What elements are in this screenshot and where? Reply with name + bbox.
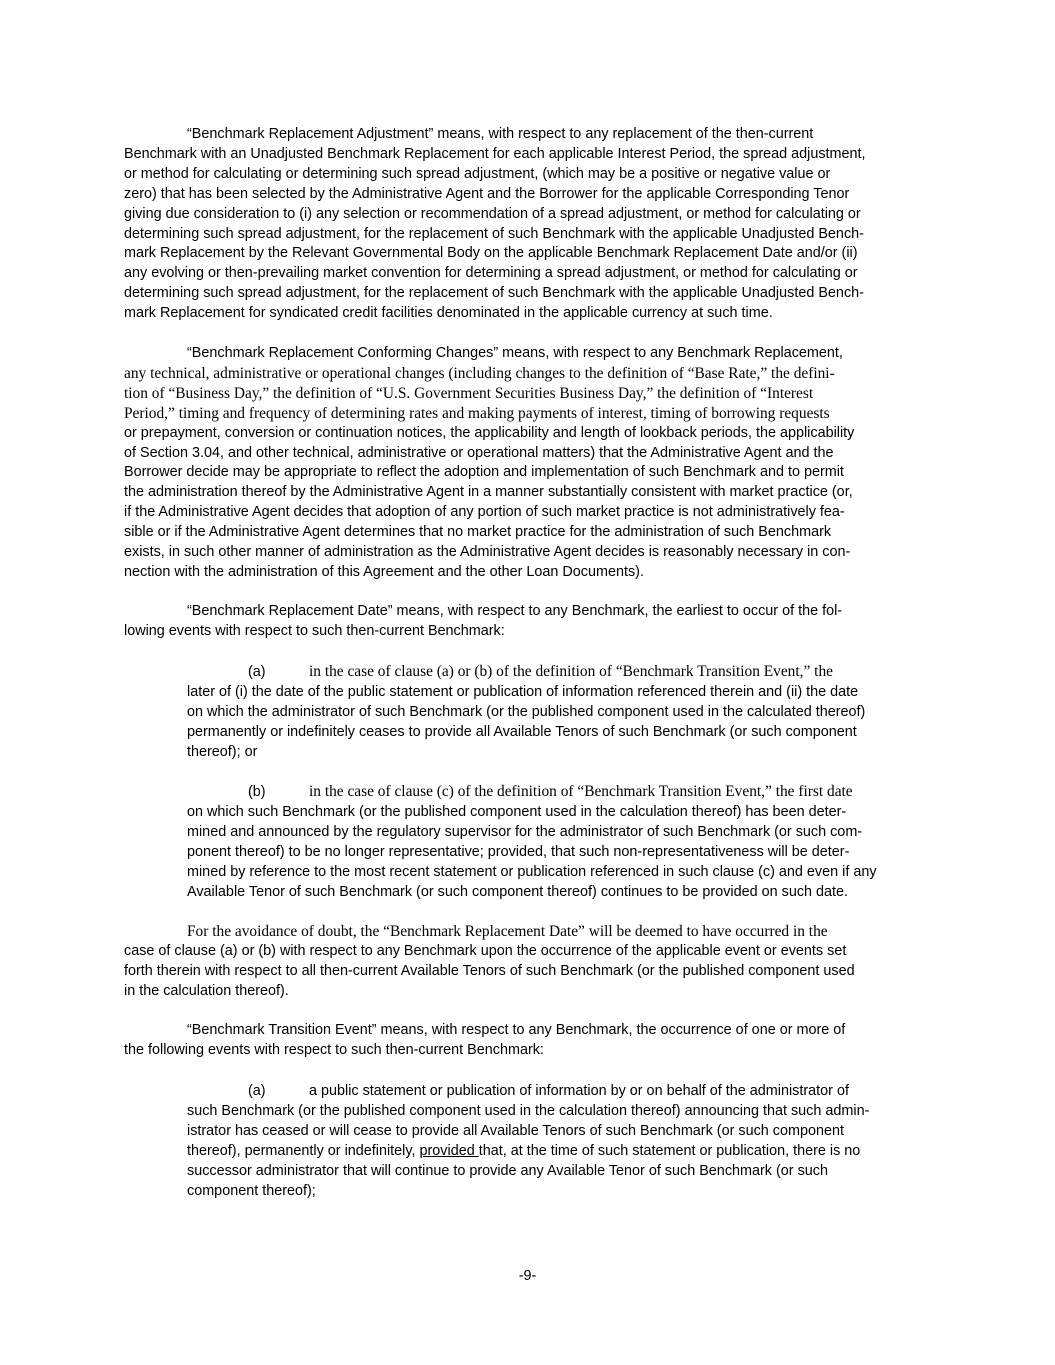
text-line: in the calculation thereof).: [124, 982, 289, 999]
text-line: determining such spread adjustment, for the replacement of such Benchmark with the applicable Unadjusted Bench-: [124, 285, 864, 302]
definition-benchmark-replacement-date: [124, 602, 932, 642]
definition-benchmark-replacement-conforming-changes: [124, 344, 932, 583]
text-line: thereof); or: [187, 743, 258, 760]
text-line: [187, 1142, 932, 1162]
clause-marker: (b): [248, 784, 266, 800]
text-line: Benchmark with an Unadjusted Benchmark Replacement for each applicable Interest Period, the spread adjustment,: [124, 145, 866, 162]
transition-event-clause-a: [187, 1082, 932, 1201]
clause-first-line: in the case of clause (a) or (b) of the definition of “Benchmark Transition Event,” the: [309, 663, 833, 680]
text-line: any technical, administrative or operational changes (including changes to the definition of “Base Rate,” the defini-: [124, 364, 835, 382]
text-line: mined by reference to the most recent statement or publication referenced in such clause (c) and even if any: [187, 863, 877, 880]
page-number: -9-: [518, 1268, 537, 1284]
text-line: of Section 3.04, and other technical, administrative or operational matters) that the Administrative Agent and the: [124, 444, 834, 461]
text-line: Period,” timing and frequency of determining rates and making payments of interest, timing of borrowing requests: [124, 404, 830, 422]
clause-first-line: a public statement or publication of information by or on behalf of the administrator of: [309, 1083, 849, 1099]
text-line: “Benchmark Transition Event” means, with respect to any Benchmark, the occurrence of one or more of: [187, 1022, 846, 1038]
text-line: forth therein with respect to all then-current Available Tenors of such Benchmark (or the published component used: [124, 962, 855, 979]
text-line: if the Administrative Agent decides that adoption of any portion of such market practice is not administratively fea-: [124, 504, 845, 521]
text-line: mark Replacement by the Relevant Governmental Body on the applicable Benchmark Replacement Date and/or (ii): [124, 245, 858, 262]
text-line: later of (i) the date of the public statement or publication of information referenced therein and (ii) the date: [187, 683, 859, 700]
text-line: ponent thereof) to be no longer representative; provided, that such non-representativeness will be deter-: [187, 843, 850, 860]
text-line: component thereof);: [187, 1182, 316, 1199]
text-line: mined and announced by the regulatory supervisor for the administrator of such Benchmark (or such com-: [187, 823, 863, 840]
avoidance-of-doubt-paragraph: [124, 922, 932, 1002]
text-segment: that, at the time of such statement or publication, there is no: [478, 1142, 861, 1159]
text-line: any evolving or then-prevailing market convention for determining a spread adjustment, or method for calculating or: [124, 265, 858, 282]
text-line: the administration thereof by the Administrative Agent in a manner substantially consistent with market practice (or,: [124, 484, 853, 501]
text-line: on which such Benchmark (or the published component used in the calculation thereof) has been deter-: [187, 803, 847, 820]
text-line: or prepayment, conversion or continuation notices, the applicability and length of lookback periods, the applicability: [124, 424, 855, 441]
text-line: case of clause (a) or (b) with respect to any Benchmark upon the occurrence of the applicable event or events set: [124, 942, 847, 959]
text-line: “Benchmark Replacement Adjustment” means, with respect to any replacement of the then-current: [187, 126, 814, 142]
text-line: or method for calculating or determining such spread adjustment, (which may be a positive or negative value or: [124, 165, 831, 182]
text-segment: thereof), permanently or indefinitely,: [187, 1142, 420, 1159]
text-line: [187, 662, 932, 683]
text-line: “Benchmark Replacement Conforming Changes” means, with respect to any Benchmark Replacement,: [187, 345, 843, 361]
text-line: determining such spread adjustment, for the replacement of such Benchmark with the applicable Unadjusted Bench-: [124, 225, 864, 242]
text-line: giving due consideration to (i) any selection or recommendation of a spread adjustment, or method for calculating or: [124, 205, 861, 222]
text-line: permanently or indefinitely ceases to provide all Available Tenors of such Benchmark (or such component: [187, 723, 857, 740]
text-line: [187, 782, 932, 803]
text-line: tion of “Business Day,” the definition of “U.S. Government Securities Business Day,” the definition of “Interest: [124, 384, 814, 402]
replacement-date-clause-b: [187, 782, 932, 902]
definition-benchmark-replacement-adjustment: [124, 125, 932, 324]
text-line: nection with the administration of this Agreement and the other Loan Documents).: [124, 563, 644, 580]
text-line: such Benchmark (or the published component used in the calculation thereof) announcing that such admin-: [187, 1102, 870, 1119]
replacement-date-clause-a: [187, 662, 932, 763]
text-line: exists, in such other manner of administration as the Administrative Agent decides is reasonably necessary in con-: [124, 544, 851, 561]
text-line: sible or if the Administrative Agent determines that no market practice for the administration of such Benchmark: [124, 524, 832, 541]
text-line: istrator has ceased or will cease to provide all Available Tenors of such Benchmark (or such component: [187, 1122, 844, 1139]
clause-marker: (a): [248, 664, 266, 680]
text-line: successor administrator that will continue to provide any Available Tenor of such Benchmark (or such: [187, 1162, 828, 1179]
text-line: mark Replacement for syndicated credit facilities denominated in the applicable currency at such time.: [124, 305, 773, 322]
text-line: Borrower decide may be appropriate to reflect the adoption and implementation of such Benchmark and to permit: [124, 464, 844, 481]
text-line: on which the administrator of such Benchmark (or the published component used in the calculated thereof): [187, 703, 866, 720]
text-line: Available Tenor of such Benchmark (or such component thereof) continues to be provided on such date.: [187, 883, 849, 900]
text-line: “Benchmark Replacement Date” means, with respect to any Benchmark, the earliest to occur of the fol-: [187, 603, 843, 619]
text-line: [187, 1082, 932, 1102]
clause-first-line: in the case of clause (c) of the definition of “Benchmark Transition Event,” the first date: [309, 783, 853, 800]
text-line: lowing events with respect to such then-current Benchmark:: [124, 622, 505, 639]
text-line: zero) that has been selected by the Administrative Agent and the Borrower for the applicable Corresponding Tenor: [124, 185, 850, 202]
text-line: For the avoidance of doubt, the “Benchmark Replacement Date” will be deemed to have occurred in the: [187, 923, 828, 940]
text-line: the following events with respect to such then-current Benchmark:: [124, 1041, 544, 1058]
definition-benchmark-transition-event: [124, 1021, 932, 1061]
clause-marker: (a): [248, 1083, 266, 1099]
provided-underlined: provided: [419, 1142, 479, 1159]
